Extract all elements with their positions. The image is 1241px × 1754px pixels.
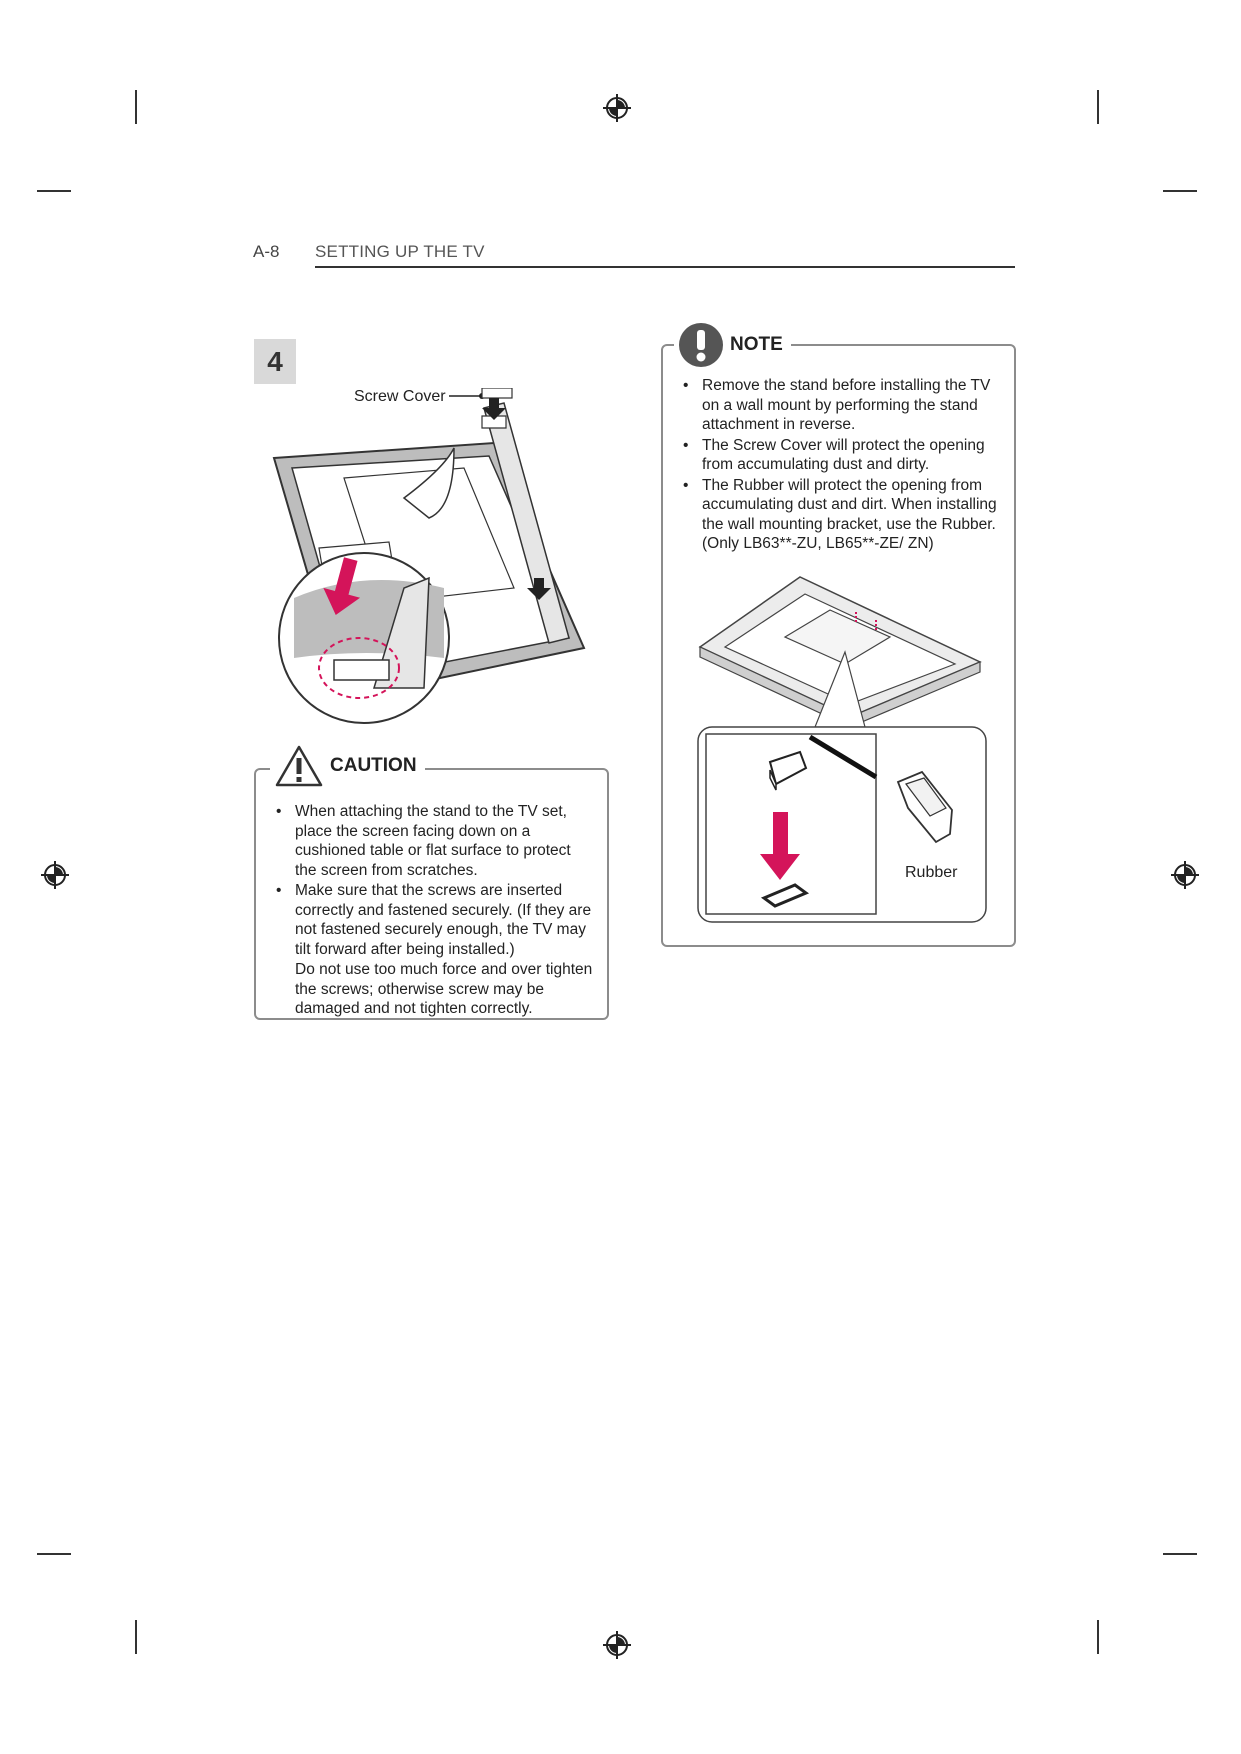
caution-title: CAUTION [330,755,417,776]
note-item: • Remove the stand before installing the TV on a wall mount by performing the stand attachment in reverse. [681,376,1001,435]
registration-mark-icon [602,1630,632,1660]
registration-mark-icon [1170,860,1200,890]
crop-mark [37,190,71,192]
caution-item: • Make sure that the screws are inserted correctly and fastened securely. (If they are not fastened securely enough, the TV may tilt forward after being installed.) [274,881,594,959]
caution-extra-text: Do not use too much force and over tighten the screws; otherwise screw may be damaged and not tighten correctly. [295,961,593,1017]
stand-attachment-illustration [254,388,614,748]
screw-cover-label: Screw Cover [354,388,446,405]
page-number: A-8 [253,242,280,261]
note-item: • The Rubber will protect the opening from accumulating dust and dirt. When installing the wall mounting bracket, use the Rubber. (Only LB63**-ZU, LB65**-ZE/ ZN) [681,476,1001,554]
crop-mark [1097,90,1099,124]
step-number-badge: 4 [254,339,296,384]
caution-extra-item [274,960,594,1019]
note-item: • The Screw Cover will protect the opening from accumulating dust and dirty. [681,436,1001,475]
rubber-label: Rubber [905,864,958,881]
caution-box [254,768,609,1020]
header-rule [315,266,1015,268]
crop-mark [135,1620,137,1654]
caution-header [270,744,425,788]
warning-triangle-icon [274,744,324,788]
crop-mark [1163,1553,1197,1555]
caution-list [274,802,594,1020]
crop-mark [1097,1620,1099,1654]
note-list [681,376,1001,555]
registration-mark-icon [40,860,70,890]
section-title: SETTING UP THE TV [315,242,485,261]
exclamation-note-icon [678,322,724,368]
crop-mark [135,90,137,124]
crop-mark [37,1553,71,1555]
crop-mark [1163,190,1197,192]
note-header [674,322,791,368]
registration-mark-icon [602,93,632,123]
note-title: NOTE [730,334,783,355]
caution-item: • When attaching the stand to the TV set, place the screen facing down on a cushioned table or flat surface to protect the screen from scratches. [274,802,594,880]
